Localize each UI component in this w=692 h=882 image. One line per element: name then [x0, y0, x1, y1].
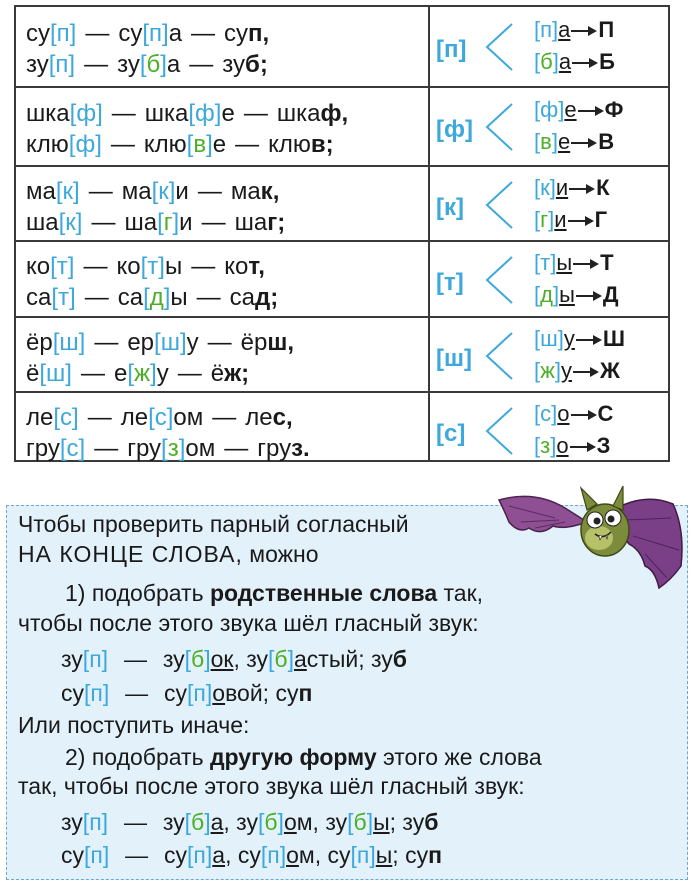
table-row	[16, 393, 668, 461]
check-pair: [в]е В	[534, 128, 615, 154]
paired-consonants-table	[14, 5, 670, 462]
table-row	[16, 7, 668, 88]
table-row	[16, 88, 668, 167]
example-line: ле[с] — ле[с]ом — лес,	[26, 404, 293, 431]
example-line: ё[ш] — е[ж]у — ёж;	[26, 360, 250, 387]
rule-example-4: су[п] — су[п]а, су[п]ом, су[п]ы; суп	[61, 842, 442, 868]
check-pair: [г]и Г	[534, 207, 608, 232]
sound-label: [ф]	[436, 115, 473, 143]
check-pair: [б]а Б	[534, 48, 615, 74]
example-line: ша[к] — ша[г]и — шаг;	[26, 209, 286, 236]
check-pair: [ф]е Ф	[534, 96, 624, 122]
sound-label: [п]	[436, 35, 467, 63]
branch-symbol	[484, 330, 514, 382]
sound-label: [ш]	[436, 345, 472, 372]
example-line: шка[ф] — шка[ф]е — шкаф,	[26, 99, 349, 127]
table-row	[16, 242, 668, 318]
example-line: ёр[ш] — ер[ш]у — ёрш,	[26, 329, 295, 356]
table-row	[16, 167, 668, 242]
example-line: зу[п] — зу[б]а — зуб;	[26, 50, 268, 78]
table-row	[16, 318, 668, 393]
check-pair: [ж]у Ж	[534, 358, 620, 383]
branch-symbol	[484, 101, 514, 153]
rule-step-1-line-2: чтобы после этого звука шёл гласный звук:	[18, 610, 479, 636]
sound-label: [т]	[436, 269, 464, 296]
rule-example-2: су[п] — су[п]овой; суп	[61, 680, 313, 706]
check-pair: [с]о С	[534, 401, 614, 426]
rule-line-1: Чтобы проверить парный согласный	[18, 511, 409, 537]
branch-symbol	[484, 179, 514, 231]
check-pair: [п]а П	[534, 16, 615, 42]
sound-label: [с]	[436, 420, 466, 447]
example-line: ма[к] — ма[к]и — мак,	[26, 178, 280, 205]
example-line: гру[с] — гру[з]ом — груз.	[26, 435, 310, 462]
check-pair: [т]ы Т	[534, 250, 614, 275]
bat-illustration	[495, 470, 689, 592]
check-pair: [д]ы Д	[534, 282, 619, 307]
check-pair: [к]и К	[534, 175, 610, 200]
example-line: са[т] — са[д]ы — сад;	[26, 284, 279, 311]
example-line: су[п] — су[п]а — суп,	[26, 19, 270, 47]
rule-example-1: зу[п] — зу[б]ок, зу[б]астый; зуб	[61, 646, 408, 672]
check-pair: [ш]у Ш	[534, 326, 626, 351]
rule-example-3: зу[п] — зу[б]а, зу[б]ом, зу[б]ы; зуб	[61, 809, 439, 835]
rule-alternative: Или поступить иначе:	[18, 712, 250, 738]
branch-symbol	[484, 405, 514, 457]
example-line: ко[т] — ко[т]ы — кот,	[26, 253, 265, 280]
rule-line-2: НА КОНЦЕ СЛОВА, можно	[18, 541, 319, 567]
rule-step-2: 2) подобрать другую форму этого же слова	[65, 744, 542, 770]
rule-step-2-line-2: так, чтобы после этого звука шёл гласный звук:	[18, 773, 525, 799]
check-pair: [з]о З	[534, 433, 611, 458]
rule-step-1: 1) подобрать родственные слова так,	[65, 580, 484, 606]
example-line: клю[ф] — клю[в]е — клюв;	[26, 130, 334, 158]
branch-symbol	[484, 21, 514, 73]
sound-label: [к]	[436, 194, 464, 221]
branch-symbol	[484, 254, 514, 306]
